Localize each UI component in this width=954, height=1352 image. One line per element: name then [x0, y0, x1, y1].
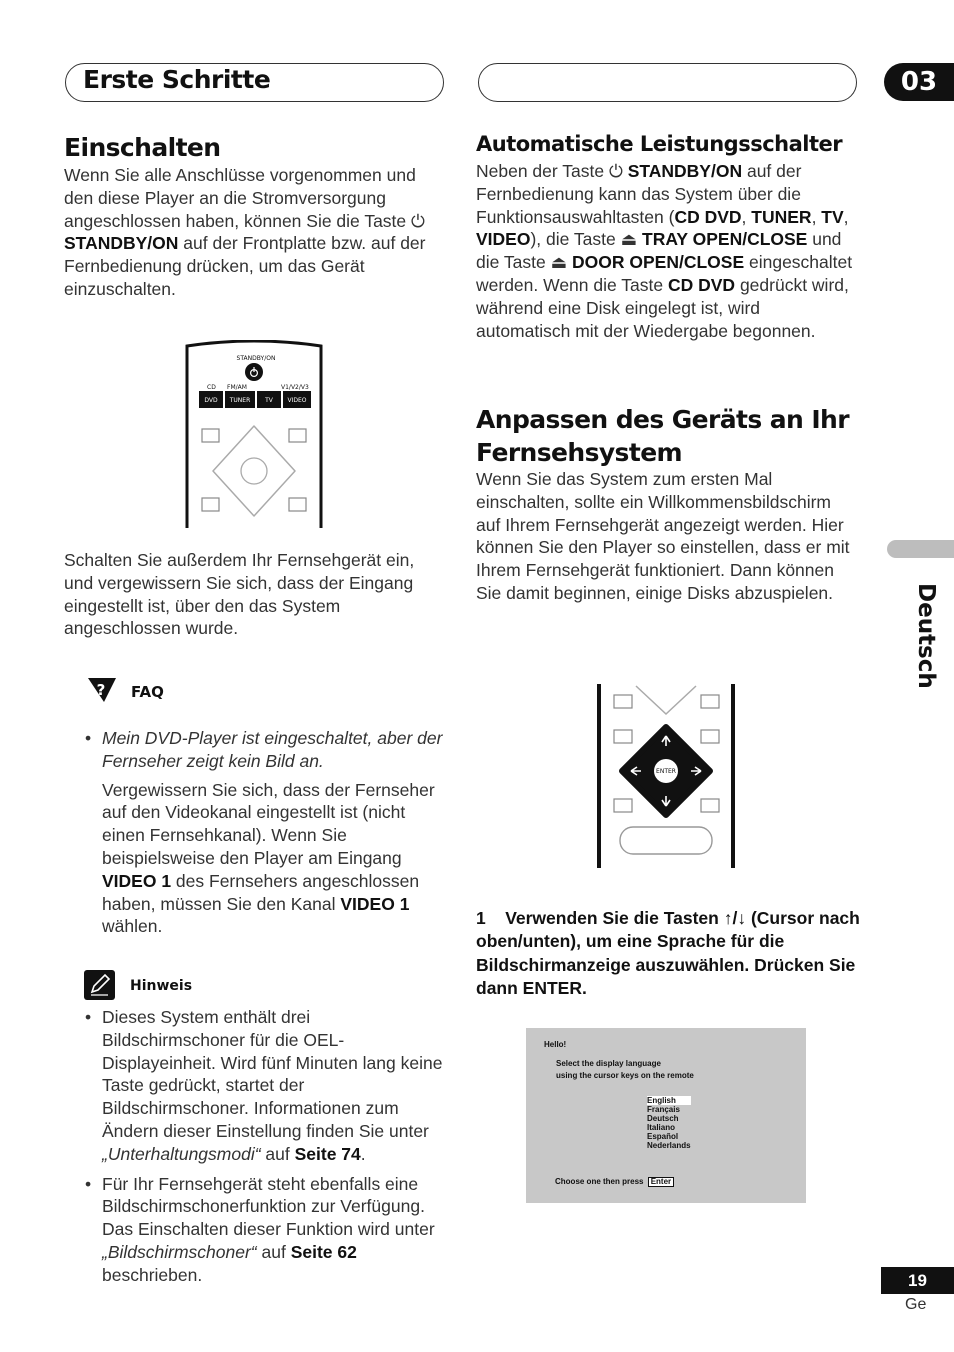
text-run: Neben der Taste: [476, 161, 609, 181]
heading-auto-power: Automatische Leistungsschalter: [476, 132, 843, 156]
faq-icon: [86, 674, 120, 704]
remote-top-illustration: [185, 340, 323, 528]
text-bold: STANDBY/ON: [627, 161, 743, 181]
text-run: beschrieben.: [102, 1264, 203, 1285]
btn-dvd: DVD: [204, 397, 218, 404]
language-option-selected[interactable]: English: [647, 1096, 691, 1105]
text-run: (Cursor nach oben/unten), um eine Sprache für die Bildschirmanzeige auszuwählen. Drücken Sie dann ENTER.: [476, 908, 860, 998]
tv-screen-illustration: [526, 1028, 806, 1203]
para-tv-system: Wenn Sie das System zum ersten Mal einschalten, sollte ein Willkommensbildschirm auf Ihrem Fernsehgerät angezeigt werden. Hier können Sie den Player so einstellen, dass er mit Ihrem Fernsehgerät funktioniert. Dann können Sie damit beginnen, einige Disks abzuspielen.: [476, 469, 850, 603]
page-number: 19: [881, 1267, 954, 1294]
note-item: [64, 1173, 448, 1287]
note-list: [64, 1006, 448, 1287]
text-run: und die Taste: [476, 229, 842, 273]
text-run: Für Ihr Fernsehgerät steht ebenfalls eine Bildschirmschonerfunktion zur Verfügung. Das Einschalten dieser Funktion wird unter: [102, 1173, 435, 1240]
text-run: ,: [741, 206, 752, 227]
chapter-number: 03: [884, 63, 954, 101]
text-bold: VIDEO 1: [102, 870, 172, 891]
note-icon: [84, 970, 115, 1000]
screen-hello: Hello!: [544, 1040, 567, 1049]
power-icon: ⏻: [411, 210, 425, 231]
text-run: Verwenden Sie die Tasten: [505, 908, 724, 928]
para-auto-power: [476, 160, 856, 342]
text-run: auf der Fernbedienung kann das System über die Funktionsauswahltasten (: [476, 161, 802, 227]
text-bold: TUNER: [751, 206, 812, 227]
text-bold: DOOR OPEN/CLOSE: [572, 252, 745, 273]
label-cd: CD: [207, 384, 216, 391]
text-run: auf der Frontplatte bzw. auf der Fernbedienung drücken, um das Gerät einzuschalten.: [64, 233, 426, 299]
text-italic: „Bildschirmschoner“: [102, 1241, 257, 1262]
text-run: Wenn Sie alle Anschlüsse vorgenommen und den diese Player an die Stromversorgung angeschlossen haben, können Sie die Taste: [64, 165, 416, 231]
screen-choose: [555, 1177, 674, 1187]
para-einschalten: [64, 164, 439, 301]
language-label: Deutsch: [913, 583, 939, 689]
enter-key-label: Enter: [648, 1177, 674, 1187]
para-fernseher: Schalten Sie außerdem Ihr Fernsehgerät ein, und vergewissern Sie sich, dass der Eingang eingestellt ist, über den das System angeschlossen wurde.: [64, 550, 415, 639]
step-number: 1: [476, 908, 486, 928]
faq-question: Mein DVD-Player ist eingeschaltet, aber der Fernseher zeigt kein Bild an.: [102, 728, 443, 771]
text-run: ), die Taste: [530, 229, 621, 250]
language-list: [647, 1096, 691, 1150]
language-option[interactable]: Deutsch: [647, 1114, 679, 1123]
section-title: Erste Schritte: [83, 65, 271, 94]
text-bold: Seite 74: [294, 1143, 361, 1164]
text-italic: „Unterhaltungsmodi“: [102, 1143, 261, 1164]
text-run: ,: [811, 206, 822, 227]
btn-tuner: TUNER: [229, 397, 251, 404]
text-bold: CD DVD: [667, 274, 736, 295]
language-tab: [887, 540, 954, 558]
screen-line2: using the cursor keys on the remote: [556, 1071, 694, 1080]
text-bold: TV: [821, 206, 844, 227]
note-item: [64, 1006, 448, 1166]
btn-video: VIDEO: [287, 397, 307, 404]
heading-tv-system: Anpassen des Geräts an Ihr Fernsehsystem: [476, 405, 849, 467]
eject-icon: ⏏: [550, 252, 568, 273]
page-language-code: Ge: [905, 1296, 927, 1313]
faq-label: FAQ: [131, 683, 164, 701]
text-bold: Seite 62: [290, 1241, 357, 1262]
text-bold: CD DVD: [674, 206, 742, 227]
text-run: Vergewissern Sie sich, dass der Fernseher auf den Videokanal eingestellt ist (nicht einen Fernsehkanal). Wenn Sie beispielsweise den Player am Eingang: [102, 779, 435, 868]
text-run: .: [360, 1143, 366, 1164]
text-bold: TRAY OPEN/CLOSE: [642, 229, 808, 250]
text-run: eingeschaltet werden. Wenn die Taste: [476, 252, 853, 295]
choose-text: Choose one then press: [555, 1177, 644, 1186]
language-option[interactable]: Italiano: [647, 1123, 676, 1132]
text-run: wählen.: [102, 916, 163, 937]
note-label: Hinweis: [130, 978, 193, 994]
enter-label: ENTER: [656, 768, 676, 775]
language-option[interactable]: Français: [647, 1105, 680, 1114]
label-v1v2v3: V1/V2/V3: [281, 384, 309, 391]
faq-answer: [102, 779, 448, 939]
eject-icon: ⏏: [620, 229, 638, 250]
text-run: ,: [843, 206, 849, 227]
text-run: des Fernsehers angeschlossen haben, müssen Sie den Kanal: [102, 870, 420, 914]
text-run: Dieses System enthält drei Bildschirmschoner für die OEL-Displayeinheit. Wird fünf Minuten lang keine Taste gedrückt, startet der Bildschirmschoner. Informationen zum Ändern dieser Einstellung finden Sie unter: [102, 1007, 443, 1141]
language-option[interactable]: Nederlands: [647, 1141, 691, 1150]
text-run: auf: [260, 1143, 295, 1164]
svg-text:?: ?: [96, 681, 106, 699]
header-empty-pill: [478, 63, 857, 102]
btn-tv: TV: [265, 397, 273, 404]
text-run: gedrückt wird, während eine Disk eingelegt ist, wird automatisch mit der Wiedergabe begonnen.: [476, 274, 849, 341]
language-option[interactable]: Español: [647, 1132, 679, 1141]
text-bold: VIDEO 1: [340, 893, 410, 914]
text-bold: VIDEO: [476, 229, 531, 250]
power-icon: ⏻: [608, 161, 623, 181]
standby-label: STANDBY/ON: [236, 355, 276, 362]
faq-item: [64, 727, 448, 938]
faq-list: [64, 727, 448, 938]
step-1: [476, 907, 861, 1000]
screen-line1: Select the display language: [556, 1059, 661, 1068]
heading-einschalten: Einschalten: [64, 133, 221, 162]
text-bold: STANDBY/ON: [64, 233, 179, 254]
remote-cursor-illustration: [596, 684, 736, 868]
text-run: auf: [256, 1241, 291, 1262]
label-fmam: FM/AM: [227, 384, 247, 391]
up-down-arrows-icon: ↑/↓: [723, 908, 747, 928]
